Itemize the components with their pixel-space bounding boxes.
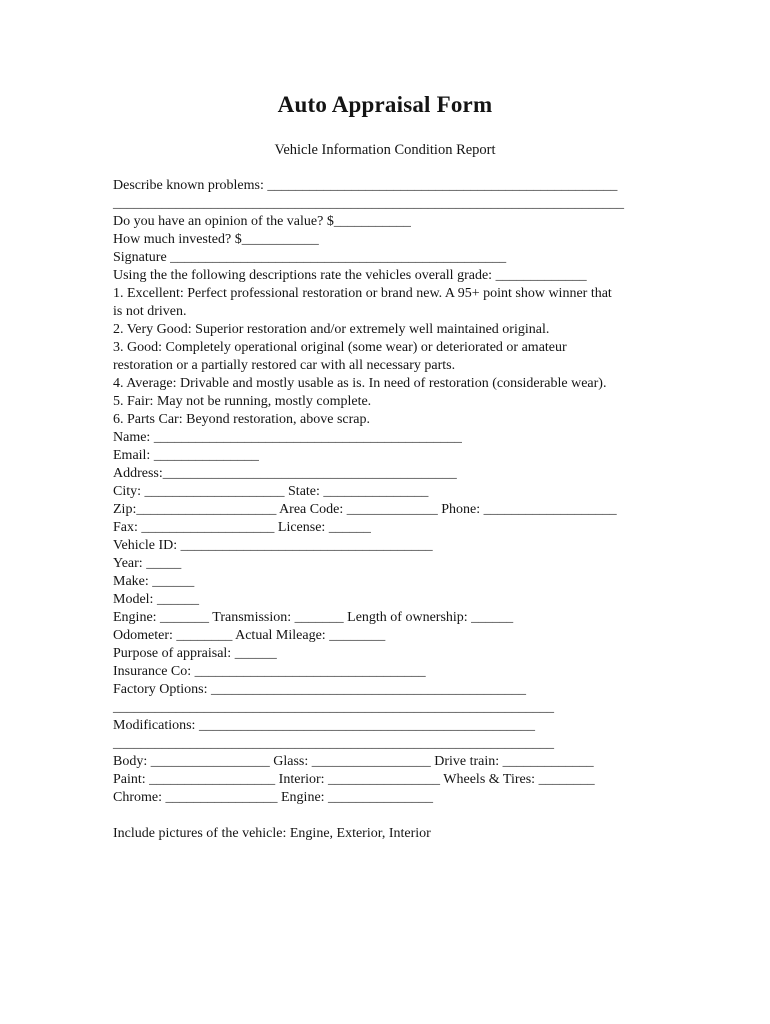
field-label: Email: [113,448,154,463]
form-line [113,573,658,591]
engine-condition-blank[interactable]: _______________ [328,790,434,805]
form-line [113,771,658,789]
field-label: Area Code: [276,502,347,517]
paint-condition-blank[interactable]: __________________ [149,772,276,787]
field-label: Phone: [437,502,484,517]
form-line [113,303,658,321]
field-label: Model: [113,592,157,607]
field-label: Interior: [275,772,329,787]
form-line [113,627,658,645]
city-blank[interactable]: ____________________ [144,484,285,499]
year-blank[interactable]: _____ [146,556,182,571]
purpose-of-appraisal-blank[interactable]: ______ [234,646,277,661]
field-label: How much invested? $ [113,232,242,247]
form-line [113,789,658,807]
field-label: State: [284,484,324,499]
form-line [113,411,658,429]
describe-known-problems-blank[interactable]: __________________________________________________ [267,178,618,193]
form-line [113,231,658,249]
form-line [113,681,658,699]
describe-known-problems-continued-blank[interactable]: _________________________________________________________________________ [113,196,624,211]
form-line [113,519,658,537]
form-line [113,249,658,267]
form-line [113,213,658,231]
glass-condition-blank[interactable]: _________________ [311,754,431,769]
field-label: Wheels & Tires: [440,772,539,787]
address-blank[interactable]: __________________________________________ [162,466,457,481]
field-label: Using the the following descriptions rate the vehicles overall grade: [113,268,496,283]
field-label: is not driven. [113,304,187,319]
field-label: 2. Very Good: Superior restoration and/or extremely well maintained original. [113,322,550,337]
chrome-condition-blank[interactable]: ________________ [165,790,278,805]
form-line [113,285,658,303]
field-label: 3. Good: Completely operational original (some wear) or deteriorated or amateur [113,340,567,355]
field-label: Year: [113,556,147,571]
factory-options-continued-blank[interactable]: _______________________________________________________________ [113,700,554,715]
modifications-continued-blank[interactable]: _______________________________________________________________ [113,736,554,751]
field-label: Address: [113,466,163,481]
make-blank[interactable]: ______ [152,574,195,589]
amount-invested-blank[interactable]: ___________ [241,232,319,247]
body-condition-blank[interactable]: _________________ [150,754,270,769]
form-line [113,501,658,519]
overall-grade-blank[interactable]: _____________ [495,268,587,283]
drive-train-condition-blank[interactable]: _____________ [502,754,594,769]
opinion-of-value-blank[interactable]: ___________ [333,214,411,229]
form-body [113,177,658,843]
field-label: Make: [113,574,153,589]
form-line [113,339,658,357]
fax-blank[interactable]: ___________________ [141,520,275,535]
field-label: 4. Average: Drivable and mostly usable as is. In need of restoration (considerable wear). [113,376,607,391]
form-line [113,447,658,465]
page-subtitle: Vehicle Information Condition Report [274,142,496,158]
field-label: Modifications: [113,718,199,733]
field-label: Zip: [113,502,137,517]
field-label: City: [113,484,145,499]
odometer-blank[interactable]: ________ [176,628,233,643]
insurance-co-blank[interactable]: _________________________________ [194,664,426,679]
field-label: Purpose of appraisal: [113,646,235,661]
field-label: Transmission: [209,610,295,625]
field-label: Body: [113,754,151,769]
form-line [113,735,658,753]
form-line [113,429,658,447]
form-line [113,537,658,555]
form-line [113,177,658,195]
license-blank[interactable]: ______ [328,520,371,535]
field-label: Factory Options: [113,682,211,697]
interior-condition-blank[interactable]: ________________ [328,772,441,787]
field-label: 6. Parts Car: Beyond restoration, above scrap. [113,412,370,427]
form-line [113,609,658,627]
field-label: Glass: [269,754,312,769]
field-label: Odometer: [113,628,177,643]
field-label: License: [274,520,329,535]
form-line [113,357,658,375]
form-line [113,555,658,573]
form-line [113,393,658,411]
form-line [113,375,658,393]
form-line [113,591,658,609]
field-label: Fax: [113,520,142,535]
length-of-ownership-blank[interactable]: ______ [471,610,514,625]
engine-blank[interactable]: _______ [160,610,210,625]
field-label: Signature [113,250,171,265]
modifications-blank[interactable]: ________________________________________________ [198,718,535,733]
zip-blank[interactable]: ____________________ [136,502,277,517]
field-label: Drive train: [430,754,503,769]
form-line [113,483,658,501]
form-line [113,663,658,681]
field-label: Describe known problems: [113,178,268,193]
transmission-blank[interactable]: _______ [294,610,344,625]
signature-blank[interactable]: ________________________________________________ [170,250,507,265]
form-line [113,321,658,339]
form-line [113,717,658,735]
field-label: Do you have an opinion of the value? $ [113,214,334,229]
field-label: Insurance Co: [113,664,195,679]
wheels-tires-condition-blank[interactable]: ________ [538,772,595,787]
field-label: Engine: [113,610,161,625]
field-label: Length of ownership: [343,610,472,625]
form-line [113,825,658,843]
field-label: restoration or a partially restored car with all necessary parts. [113,358,456,373]
field-label: Actual Mileage: [232,628,330,643]
form-line [113,645,658,663]
field-label: 5. Fair: May not be running, mostly complete. [113,394,372,409]
field-label: 1. Excellent: Perfect professional restoration or brand new. A 95+ point show winner that [113,286,612,301]
model-blank[interactable]: ______ [156,592,199,607]
vehicle-id-blank[interactable]: ____________________________________ [180,538,433,553]
email-blank[interactable]: _______________ [153,448,259,463]
form-line [113,807,658,825]
field-label: Name: [113,430,154,445]
state-blank[interactable]: _______________ [323,484,429,499]
name-blank[interactable]: ____________________________________________ [153,430,462,445]
form-line [113,465,658,483]
phone-blank[interactable]: ___________________ [483,502,617,517]
form-line [113,753,658,771]
form-line [113,699,658,717]
field-label: Vehicle ID: [113,538,181,553]
field-label: Chrome: [113,790,166,805]
field-label: Paint: [113,772,150,787]
form-line [113,267,658,285]
page-title: Auto Appraisal Form [277,92,493,117]
factory-options-blank[interactable]: _____________________________________________ [211,682,526,697]
area-code-blank[interactable]: _____________ [346,502,438,517]
field-label: Engine: [277,790,329,805]
actual-mileage-blank[interactable]: ________ [329,628,386,643]
form-line [113,195,658,213]
field-label: Include pictures of the vehicle: Engine, Exterior, Interior [113,826,431,841]
